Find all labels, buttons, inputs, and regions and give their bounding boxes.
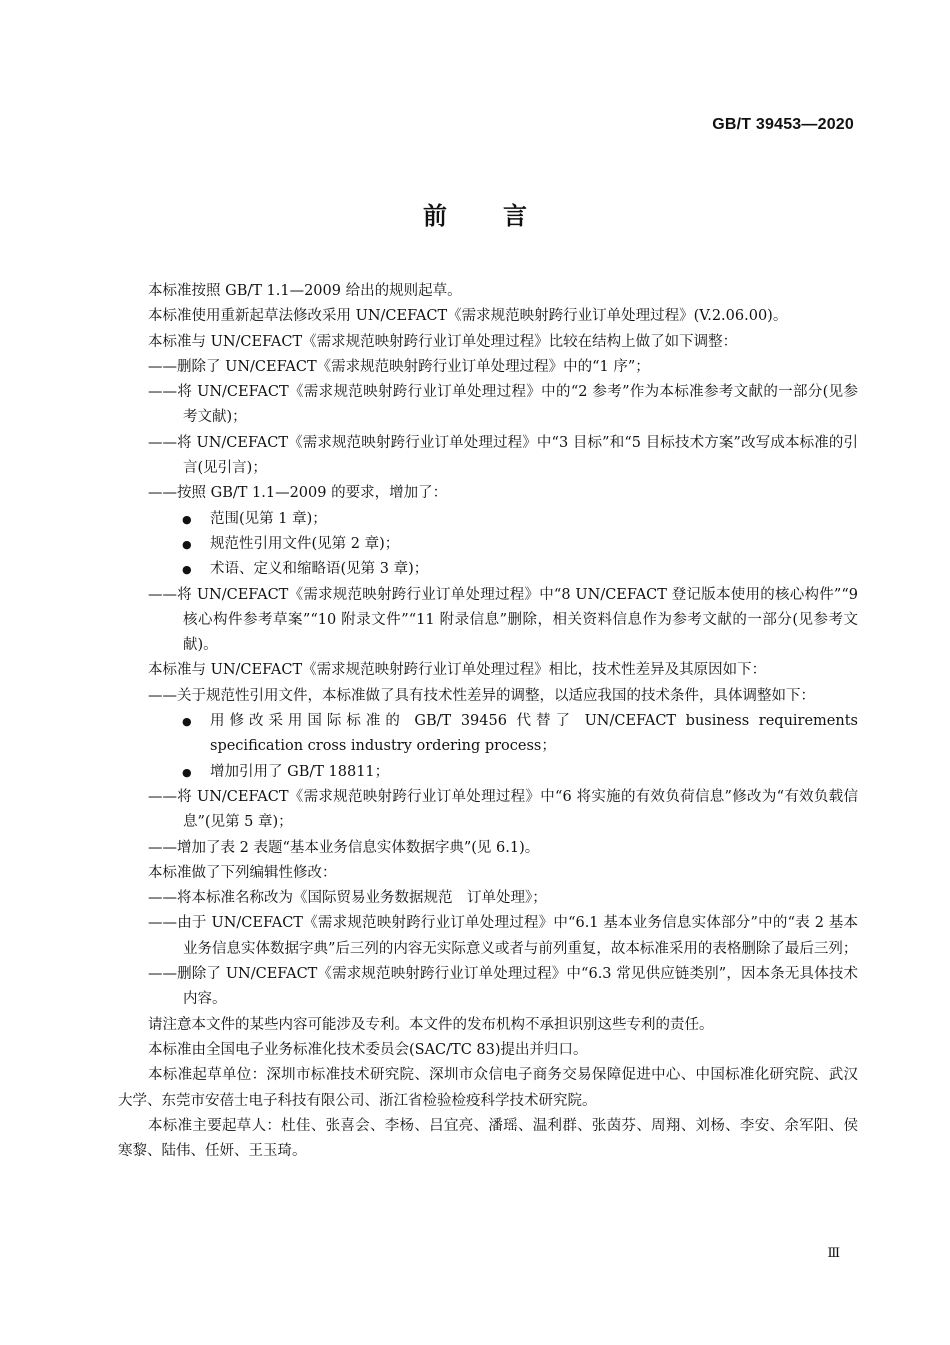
dash-item: —— 关于规范性引用文件，本标准做了具有技术性差异的调整，以适应我国的技术条件，具体调整如下： (118, 684, 858, 709)
bullet-item: ● 增加引用了 GB/T 18811； (118, 760, 858, 785)
dash-item: —— 删除了 UN/CEFACT《需求规范映射跨行业订单处理过程》中“6.3 常见供应链类别”，因本条无具体技术内容。 (118, 962, 858, 1013)
paragraph: 本标准与 UN/CEFACT《需求规范映射跨行业订单处理过程》比较在结构上做了如下调整： (148, 333, 738, 350)
dash-item: —— 按照 GB/T 1.1—2009 的要求，增加了： (118, 481, 858, 506)
bullet-item: ● 用修改采用国际标准的 GB/T 39456 代替了 UN/CEFACT business requirements specification cross industry ordering process； (118, 709, 858, 760)
paragraph: 本标准使用重新起草法修改采用 UN/CEFACT《需求规范映射跨行业订单处理过程》(V.2.06.00)。 (148, 308, 788, 325)
standard-code: GB/T 39453—2020 (712, 116, 854, 133)
dash-item: —— 由于 UN/CEFACT《需求规范映射跨行业订单处理过程》中“6.1 基本业务信息实体部分”中的“表 2 基本业务信息实体数据字典”后三列的内容无实际意义或者与前列重复，故本标准采用的表格删除了最后三列； (118, 911, 858, 962)
bullet-item: ● 范围(见第 1 章)； (118, 507, 858, 532)
paragraph: 本标准与 UN/CEFACT《需求规范映射跨行业订单处理过程》相比，技术性差异及其原因如下： (148, 662, 767, 679)
bullet-item: ● 规范性引用文件(见第 2 章)； (118, 532, 858, 557)
dash-item: —— 将 UN/CEFACT《需求规范映射跨行业订单处理过程》中“3 目标”和“5 目标技术方案”改写成本标准的引言(见引言)； (118, 431, 858, 482)
paragraph: 请注意本文件的某些内容可能涉及专利。本文件的发布机构不承担识别这些专利的责任。 (148, 1016, 714, 1033)
bullet-item: ● 术语、定义和缩略语(见第 3 章)； (118, 557, 858, 582)
dash-item: —— 将 UN/CEFACT《需求规范映射跨行业订单处理过程》中“8 UN/CEFACT 登记版本使用的核心构件”“9 核心构件参考草案”“10 附录文件”“11 附录信息”删除，相关资料信息作为参考文献的一部分(见参考文献)。 (118, 583, 858, 659)
dash-item: —— 将 UN/CEFACT《需求规范映射跨行业订单处理过程》中的“2 参考”作为本标准参考文献的一部分(见参考文献)； (118, 380, 858, 431)
dash-item: —— 将本标准名称改为《国际贸易业务数据规范 订单处理》； (118, 886, 858, 911)
dash-item: —— 删除了 UN/CEFACT《需求规范映射跨行业订单处理过程》中的“1 序”； (118, 355, 858, 380)
page-number: Ⅲ (827, 1246, 840, 1261)
page-title: 前言 (423, 202, 583, 230)
paragraph: 本标准按照 GB/T 1.1—2009 给出的规则起草。 (148, 283, 462, 299)
paragraph: 本标准主要起草人：杜佳、张喜会、李杨、吕宜亮、潘瑶、温利群、张茵芬、周翔、刘杨、李安、余军阳、侯寒黎、陆伟、任妍、王玉琦。 (118, 1117, 858, 1160)
dash-item: —— 增加了表 2 表题“基本业务信息实体数据字典”(见 6.1)。 (118, 836, 858, 861)
paragraph: 本标准做了下列编辑性修改： (148, 864, 337, 881)
paragraph: 本标准起草单位：深圳市标准技术研究院、深圳市众信电子商务交易保障促进中心、中国标准化研究院、武汉大学、东莞市安蓓士电子科技有限公司、浙江省检验检疫科学技术研究院。 (118, 1067, 858, 1109)
dash-item: —— 将 UN/CEFACT《需求规范映射跨行业订单处理过程》中“6 将实施的有效负荷信息”修改为“有效负载信息”(见第 5 章)； (118, 785, 858, 836)
paragraph: 本标准由全国电子业务标准化技术委员会(SAC/TC 83)提出并归口。 (148, 1041, 588, 1058)
foreword-body (118, 279, 858, 1164)
